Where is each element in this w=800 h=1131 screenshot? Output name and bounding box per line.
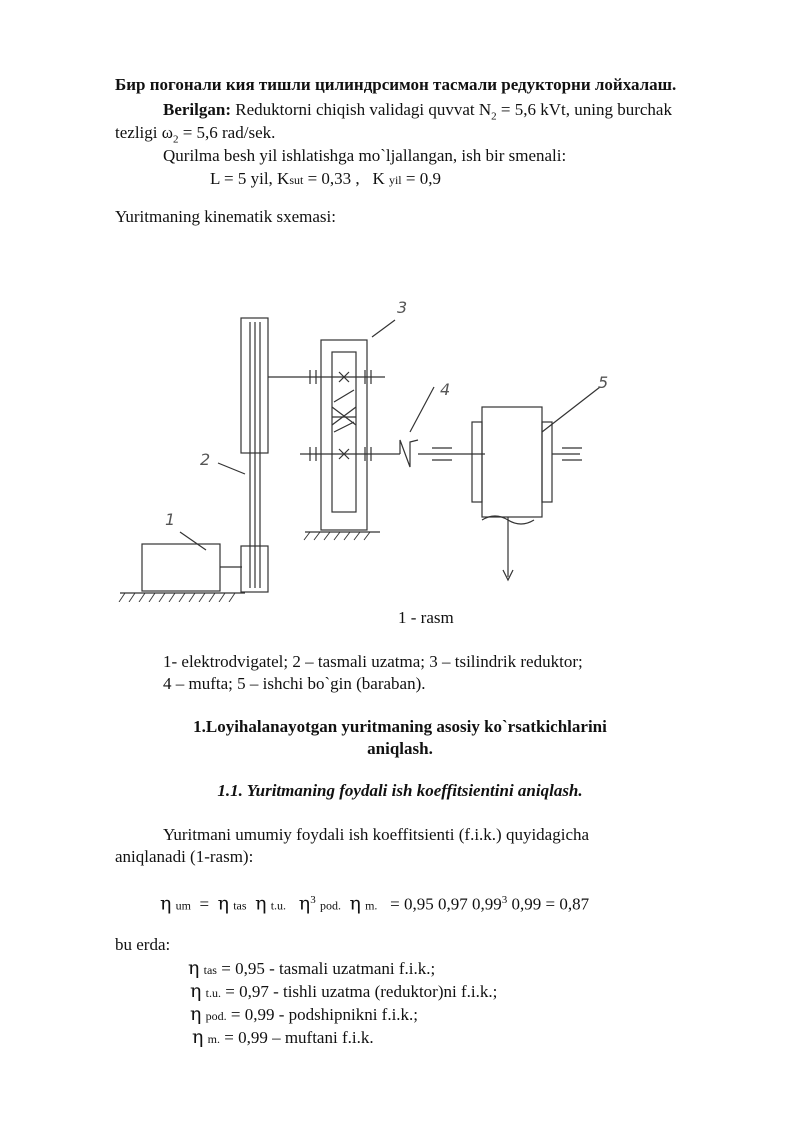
cube-superscript: 3: [310, 894, 316, 906]
eta-symbol: η: [349, 892, 361, 915]
where-item-m: [192, 1027, 374, 1049]
where-sub: pod.: [205, 1009, 227, 1023]
given-line2-b: = 5,6 rad/sek.: [178, 123, 276, 142]
where-sub: m.: [207, 1032, 220, 1046]
where-item-tas: [188, 958, 435, 980]
eta-symbol: η: [192, 1026, 204, 1048]
eta-symbol: η: [298, 892, 311, 915]
section-1-1-para-line-2: aniqlanadi (1-rasm):: [115, 847, 254, 866]
w-subscript: 2: [172, 133, 179, 146]
rhs-superscript: 3: [501, 894, 508, 906]
coupling-symbol: [400, 440, 418, 467]
k-sut: Ksut = 0,33 ,: [277, 169, 360, 188]
where-text: = 0,97 - tishli uzatma (reduktor)ni f.i.k.;: [220, 982, 498, 1001]
scheme-heading: Yuritmaning kinematik sxemasi:: [115, 207, 336, 226]
figure-label-1: 1: [165, 510, 176, 529]
eta-m-subscript: m.: [365, 898, 378, 913]
reducer-housing: [321, 340, 367, 530]
where-sub: tas: [203, 963, 217, 977]
k-yil: K yil = 0,9: [372, 169, 441, 188]
eta-pod-subscript: pod.: [319, 898, 341, 913]
formula-rhs-a: = 0,95 0,97 0,99: [390, 894, 502, 914]
given-text-a: Reduktorni chiqish validagi quvvat N: [235, 100, 492, 119]
where-text: = 0,99 - podshipnikni f.i.k.;: [226, 1005, 419, 1024]
eta-symbol: η: [190, 1003, 202, 1025]
conditions-line-1: Qurilma besh yil ishlatishga mo`ljallangan, ish bir smenali:: [163, 146, 567, 165]
given-line2-a: tezligi ω: [115, 123, 173, 142]
section-1-1-title: 1.1. Yuritmaning foydali ish koeffitsientini aniqlash.: [217, 781, 583, 800]
given-label: Berilgan:: [163, 100, 231, 119]
figure-caption: 1 - rasm: [398, 608, 454, 627]
figure-legend-line-2: 4 – mufta; 5 – ishchi bo`gin (baraban).: [163, 674, 426, 693]
n-subscript: 2: [491, 110, 497, 123]
figure-label-5: 5: [598, 373, 609, 392]
section-1-1-para-line-1: Yuritmani umumiy foydali ish koeffitsienti (f.i.k.) quyidagicha: [163, 825, 590, 844]
figure-legend-line-1: 1- elektrodvigatel; 2 – tasmali uzatma; 3 – tsilindrik reduktor;: [163, 652, 583, 671]
motor-block: [142, 544, 220, 591]
where-label: bu erda:: [115, 935, 171, 954]
kinematic-scheme-drawing: [110, 282, 630, 602]
given-text-b: = 5,6 kVt, uning burchak: [496, 100, 672, 119]
equals-sign: =: [199, 894, 210, 914]
figure-label-2: 2: [200, 450, 211, 469]
figure-label-4: 4: [440, 380, 451, 399]
formula-rhs-b: 0,99 = 0,87: [507, 894, 590, 914]
conditions-line-2: [210, 169, 441, 190]
where-item-pod: [190, 1004, 418, 1026]
L-value: L = 5 yil,: [210, 169, 273, 188]
reducer-gears: [332, 352, 356, 512]
figure-label-3: 3: [397, 298, 408, 317]
eta-symbol: η: [255, 892, 267, 915]
eta-tas-subscript: tas: [233, 898, 247, 913]
where-text: = 0,99 – muftani f.i.k.: [219, 1028, 374, 1047]
section-1-title-line-2: aniqlash.: [367, 739, 433, 758]
eta-symbol: η: [217, 892, 229, 915]
eta-symbol: η: [160, 892, 172, 915]
section-1-title-line-1: 1.Loyihalanayotgan yuritmaning asosiy ko`rsatkichlarini: [193, 717, 607, 736]
drum: [482, 407, 542, 517]
eta-symbol: η: [190, 980, 202, 1002]
efficiency-formula: [160, 890, 589, 916]
eta-symbol: η: [188, 957, 200, 979]
where-sub: t.u.: [205, 986, 221, 1000]
eta-tu-subscript: t.u.: [270, 898, 287, 913]
where-text: = 0,95 - tasmali uzatmani f.i.k.;: [216, 959, 436, 978]
page-title: Бир погонали кия тишли цилиндрсимон тасмали редукторни лойхалаш.: [115, 75, 677, 94]
eta-um-subscript: um: [175, 898, 191, 913]
where-item-tu: [190, 981, 497, 1003]
